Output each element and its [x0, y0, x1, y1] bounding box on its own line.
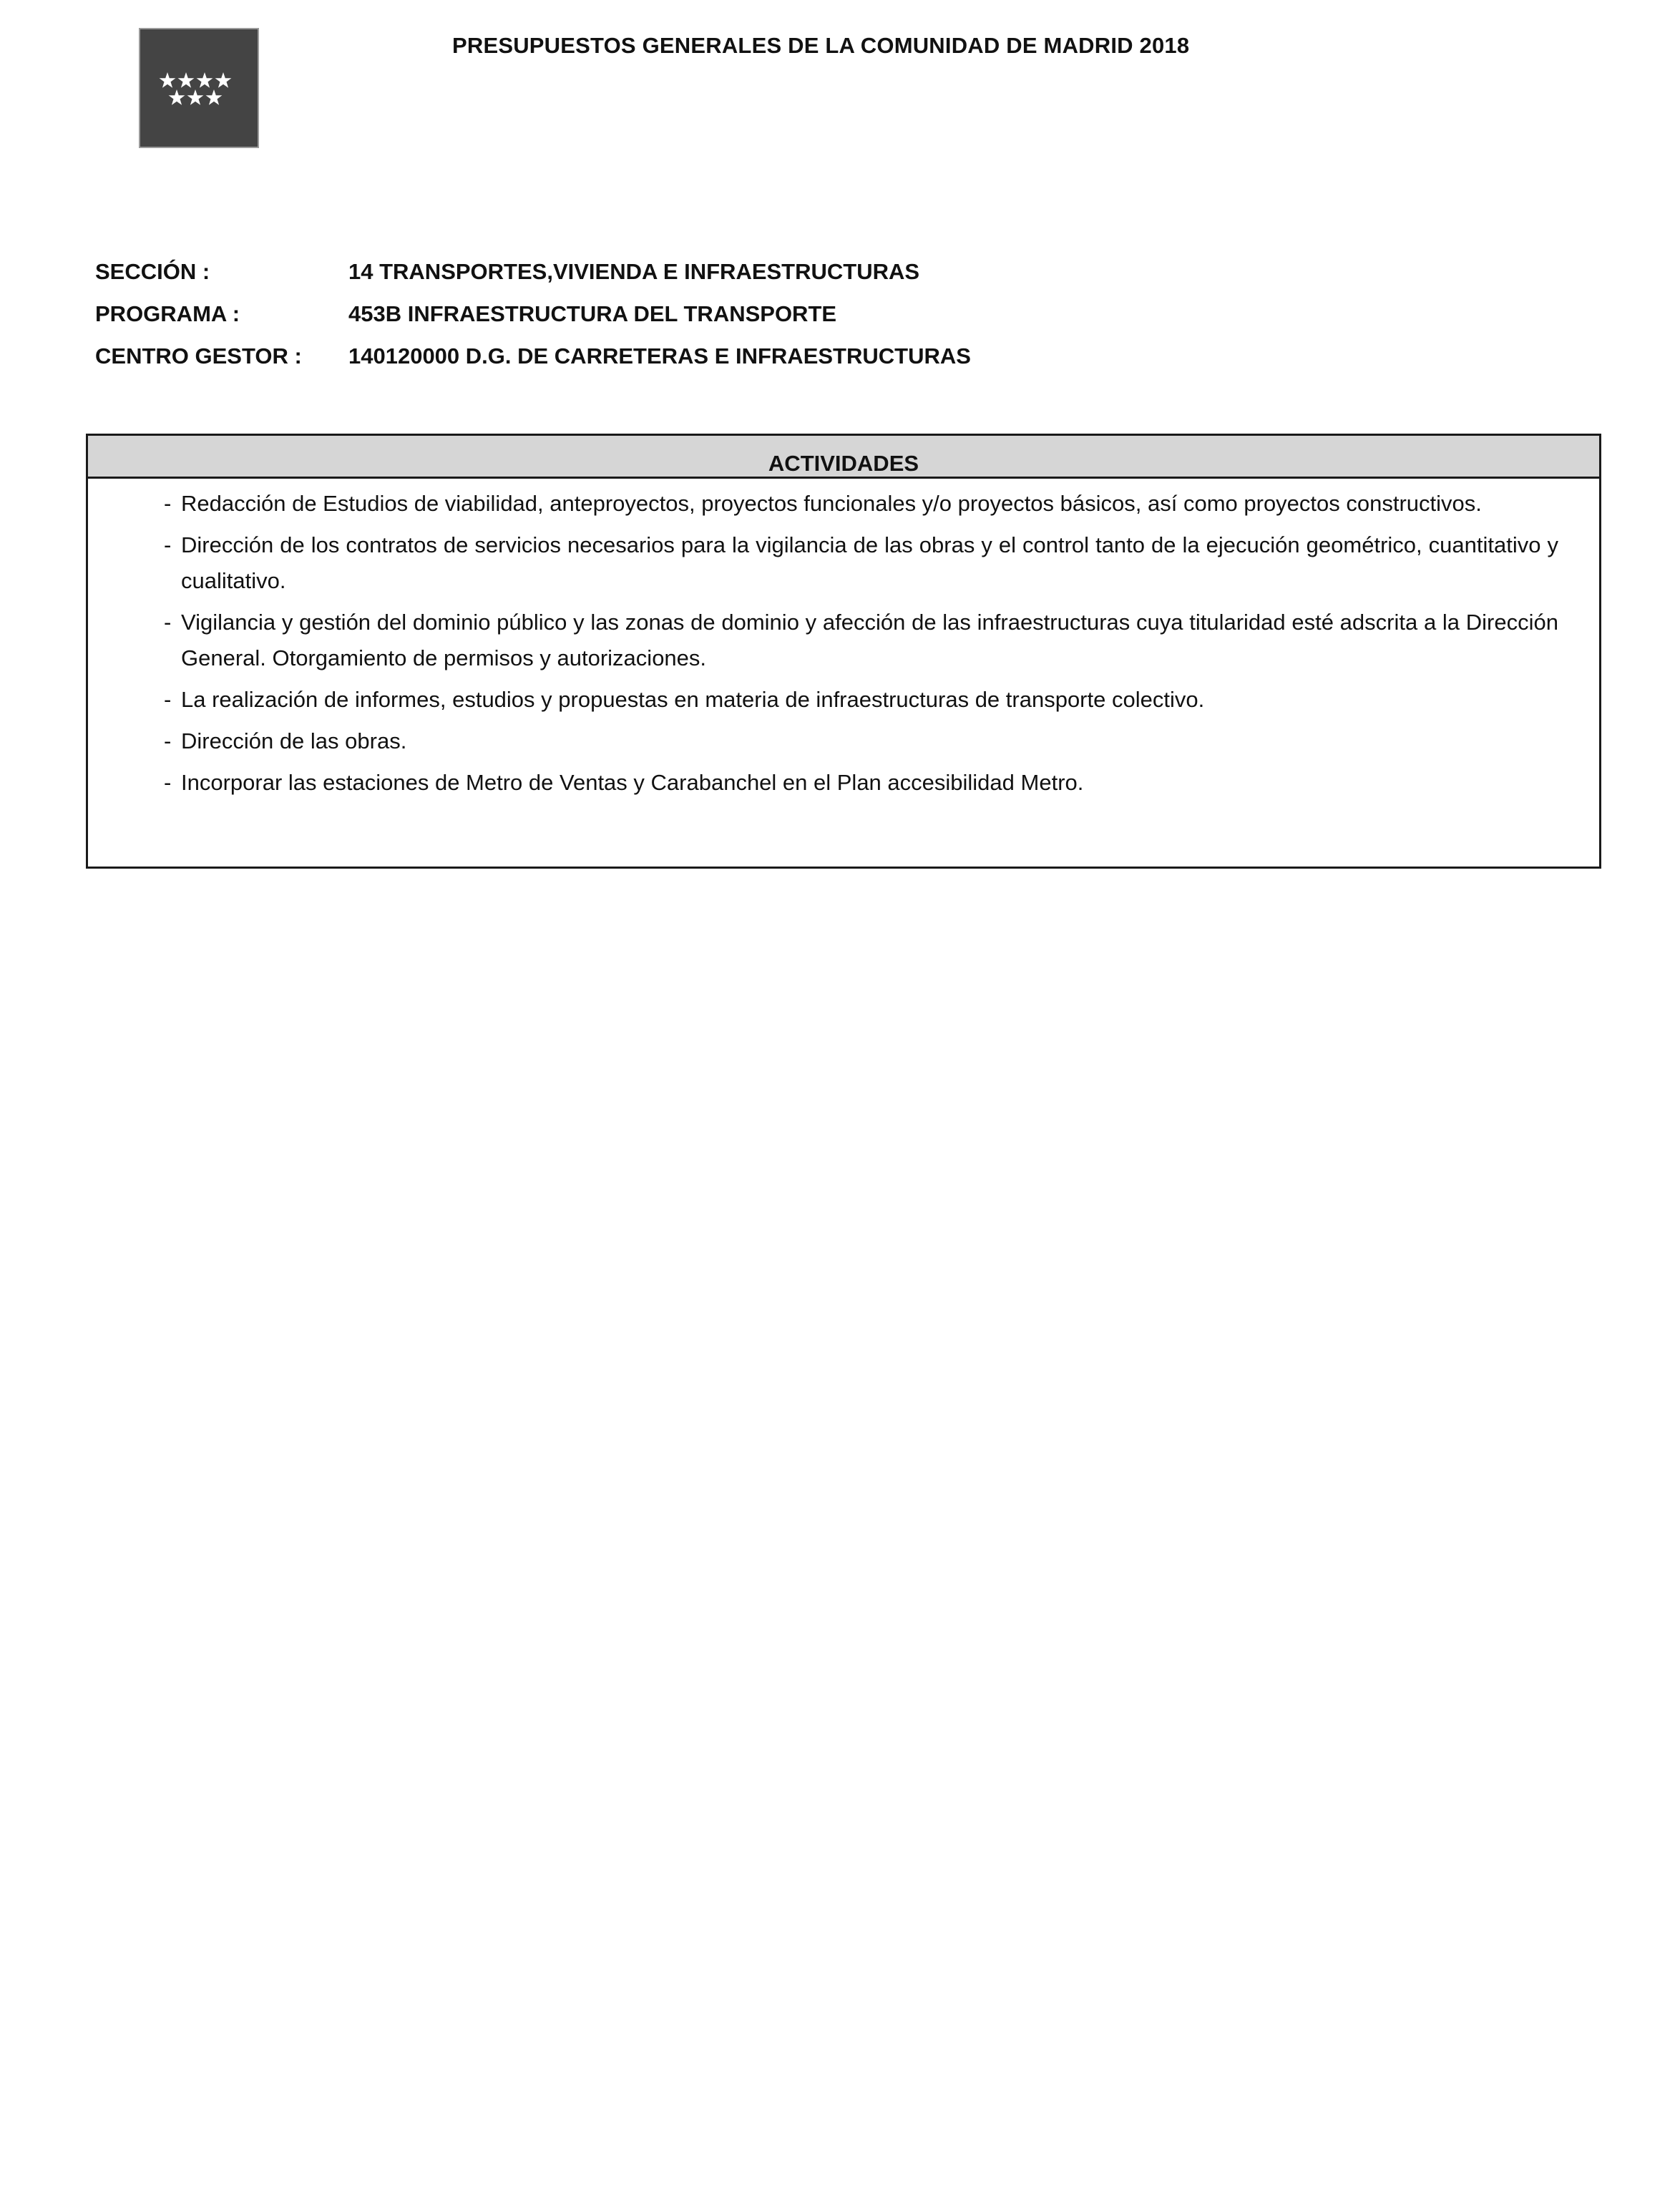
dash-bullet: - [164, 610, 172, 635]
meta-value: 453B INFRAESTRUCTURA DEL TRANSPORTE [348, 301, 837, 326]
program-metadata [95, 250, 971, 377]
activity-item [88, 527, 1599, 599]
activity-text: Vigilancia y gestión del dominio público y las zonas de dominio y afección de las infraestructuras cuya titularidad esté adscrita a la Dirección General. Otorgamiento de permisos y autorizaciones. [181, 610, 1558, 670]
activity-text: Redacción de Estudios de viabilidad, anteproyectos, proyectos funcionales y/o proyectos básicos, así como proyectos constructivos. [181, 491, 1482, 516]
meta-label: PROGRAMA : [95, 301, 240, 326]
activities-box [86, 434, 1601, 869]
meta-row-centro-gestor [95, 335, 971, 377]
madrid-seven-stars-icon [140, 29, 258, 147]
activity-text: La realización de informes, estudios y propuestas en materia de infraestructuras de transporte colectivo. [181, 687, 1205, 712]
meta-label: SECCIÓN : [95, 258, 210, 284]
activities-list [88, 479, 1599, 801]
meta-value: 14 TRANSPORTES,VIVIENDA E INFRAESTRUCTURAS [348, 258, 920, 284]
madrid-logo [139, 28, 259, 148]
meta-label: CENTRO GESTOR : [95, 343, 302, 369]
meta-value: 140120000 D.G. DE CARRETERAS E INFRAESTRUCTURAS [348, 343, 971, 369]
activities-heading: ACTIVIDADES [88, 436, 1599, 479]
dash-bullet: - [164, 491, 172, 516]
dash-bullet: - [164, 687, 172, 712]
meta-row-seccion [95, 250, 971, 293]
meta-row-programa [95, 293, 971, 335]
document-title: PRESUPUESTOS GENERALES DE LA COMUNIDAD DE MADRID 2018 [452, 33, 1190, 58]
activity-text: Dirección de los contratos de servicios necesarios para la vigilancia de las obras y el control tanto de la ejecución geométrico, cuantitativo y cualitativo. [181, 532, 1558, 593]
activity-text: Dirección de las obras. [181, 728, 407, 753]
activity-item [88, 765, 1599, 801]
activity-text: Incorporar las estaciones de Metro de Ventas y Carabanchel en el Plan accesibilidad Metro. [181, 770, 1084, 795]
activity-item [88, 486, 1599, 522]
dash-bullet: - [164, 728, 172, 753]
activity-item [88, 723, 1599, 759]
dash-bullet: - [164, 532, 172, 557]
dash-bullet: - [164, 770, 172, 795]
activity-item [88, 605, 1599, 676]
activity-item [88, 682, 1599, 718]
